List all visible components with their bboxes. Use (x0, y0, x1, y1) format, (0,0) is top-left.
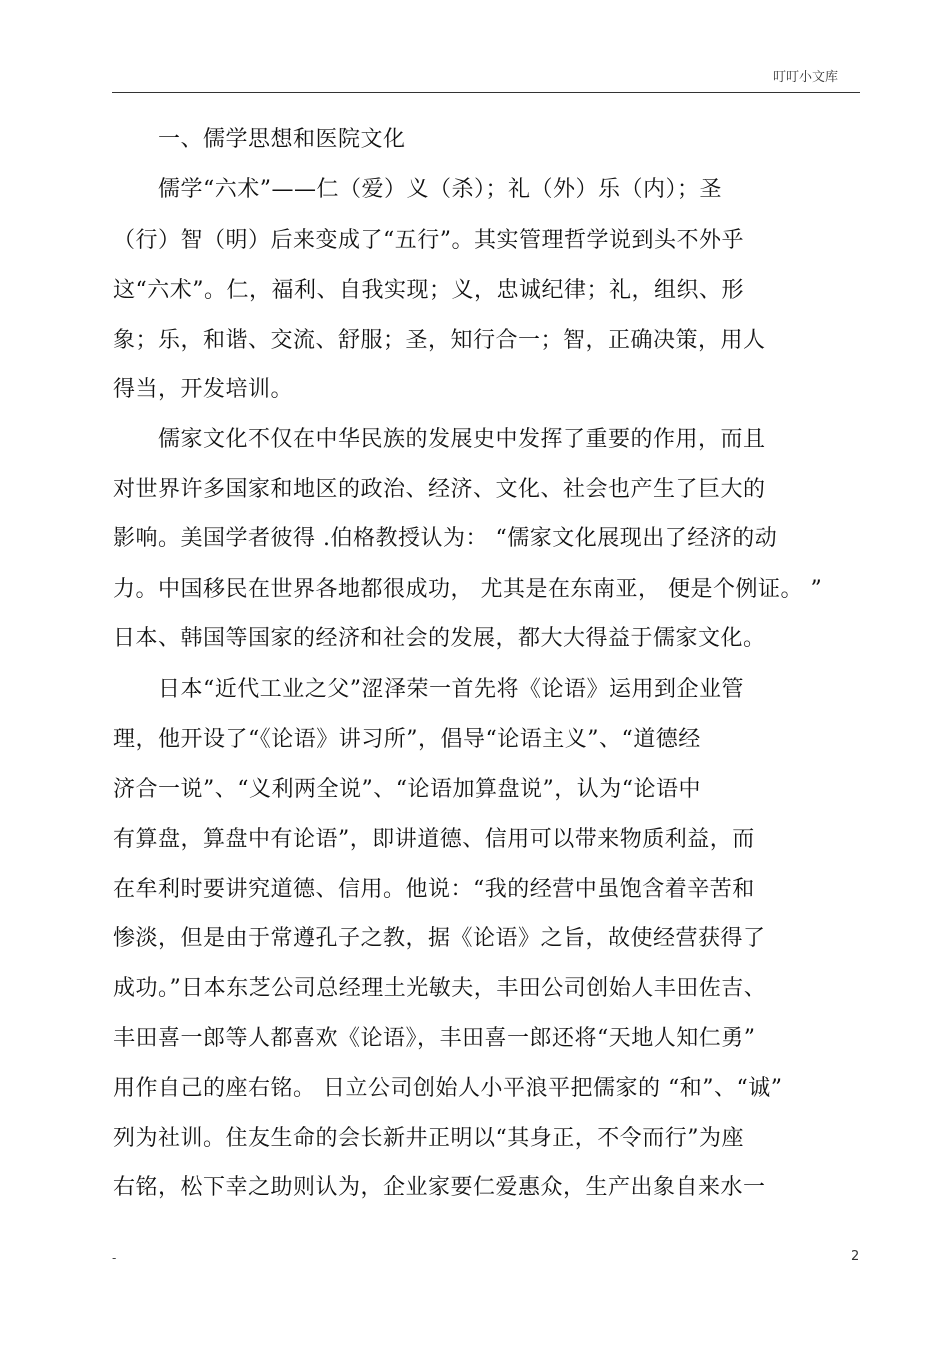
text-line: 丰田喜一郎等人都喜欢《论语》，丰田喜一郎还将“天地人知仁勇” (113, 1026, 756, 1051)
text-line: 在牟利时要讲究道德、信用。他说：“我的经营中虽饱含着辛苦和 (113, 877, 755, 902)
text-line: （行）智（明）后来变成了“五行”。其实管理哲学说到头不外乎 (113, 228, 744, 253)
text-line: 理，他开设了“《论语》讲习所”，倡导“论语主义”、“道德经 (113, 727, 701, 752)
text-line: 儒家文化不仅在中华民族的发展史中发挥了重要的作用，而且 (113, 427, 766, 452)
text-line: 有算盘，算盘中有论语”，即讲道德、信用可以带来物质利益，而 (113, 827, 755, 852)
page-number: 2 (851, 1249, 860, 1264)
text-line: 象；乐，和谐、交流、舒服；圣，知行合一；智，正确决策，用人 (113, 328, 766, 353)
section-heading: 一、儒学思想和医院文化 (113, 127, 406, 152)
text-line: 日本、韩国等国家的经济和社会的发展，都大大得益于儒家文化。 (113, 626, 766, 651)
header-brand: 叮叮小文库 (772, 70, 838, 85)
text-line: 对世界许多国家和地区的政治、经济、文化、社会也产生了巨大的 (113, 477, 766, 502)
text-line: 济合一说”、“义利两全说”、“论语加算盘说”，认为“论语中 (113, 777, 701, 802)
text-line: 得当，开发培训。 (113, 377, 294, 402)
text-line: 用作自己的座右铭。 日立公司创始人小平浪平把儒家的 “和”、“诚” (113, 1076, 783, 1101)
text-line: 这“六术”。仁，福利、自我实现；义，忠诚纪律；礼，组织、形 (113, 278, 744, 303)
text-line: 成功。”日本东芝公司总经理土光敏夫，丰田公司创始人丰田佐吉、 (113, 976, 767, 1001)
header-divider (112, 92, 860, 93)
text-line: 惨淡，但是由于常遵孔子之教，据《论语》之旨，故使经营获得了 (113, 926, 766, 951)
footer-mark: - (112, 1251, 117, 1265)
text-line: 列为社训。住友生命的会长新井正明以“其身正，不令而行”为座 (113, 1126, 744, 1151)
text-line: 儒学“六术”——仁（爱）义（杀）；礼（外）乐（内）；圣 (113, 177, 722, 202)
text-line: 右铭，松下幸之助则认为，企业家要仁爱惠众，生产出象自来水一 (113, 1175, 766, 1200)
text-line: 力。中国移民在世界各地都很成功， 尤其是在东南亚， 便是个例证。 ” (113, 577, 823, 602)
text-line: 影响。美国学者彼得 .伯格教授认为： “儒家文化展现出了经济的动 (113, 526, 778, 551)
text-line: 日本“近代工业之父”涩泽荣一首先将《论语》运用到企业管 (113, 677, 744, 702)
